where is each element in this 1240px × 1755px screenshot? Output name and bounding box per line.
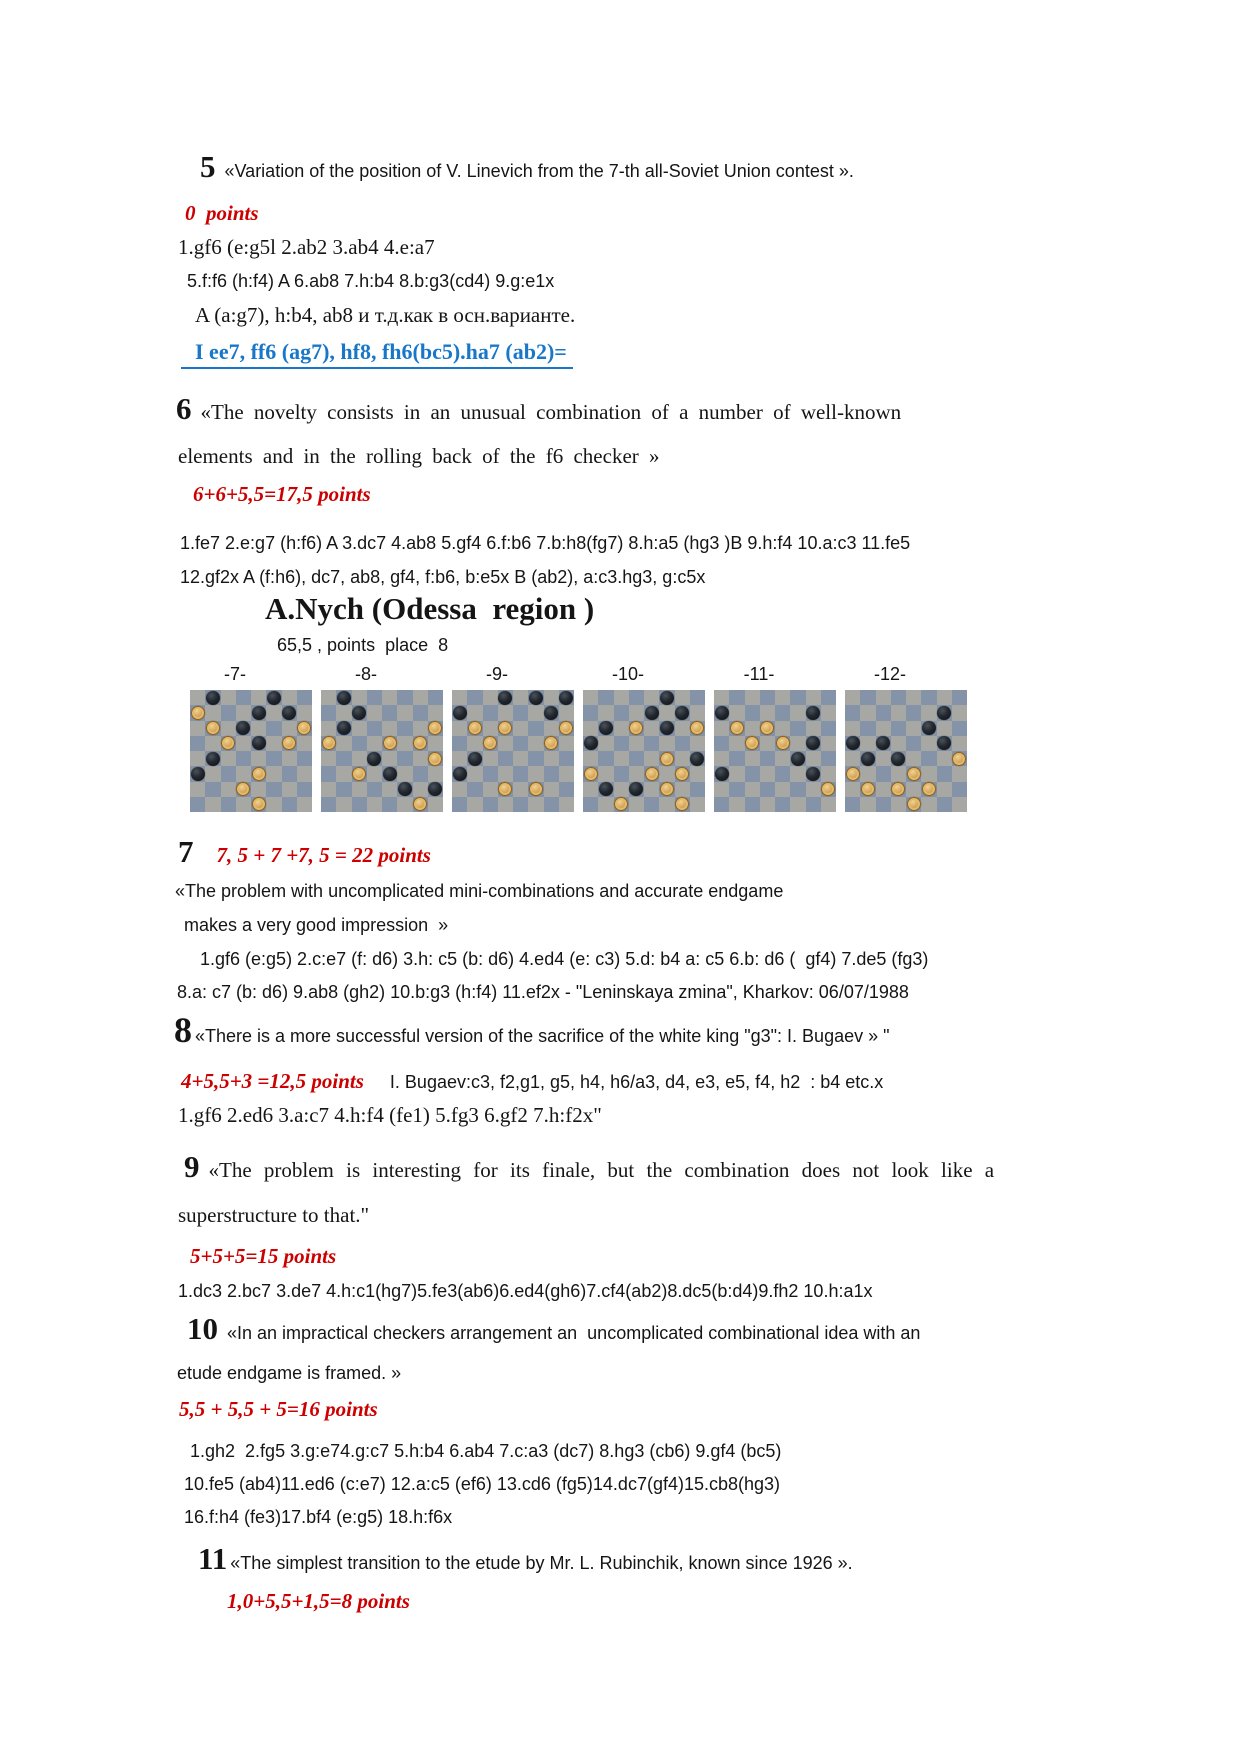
item7-moves-2: 8.a: c7 (b: d6) 9.ab8 (gh2) 10.b:g3 (h:f4) 11.ef2x - "Leninskaya zmina", Kharkov: 06/07/1988 <box>177 982 909 1002</box>
black-checker <box>806 767 820 781</box>
checkers-board-7 <box>190 690 312 812</box>
white-checker <box>252 767 266 781</box>
item8-number: 8 <box>174 1010 192 1050</box>
black-checker <box>715 706 729 720</box>
black-checker <box>252 736 266 750</box>
item9-comment-2: superstructure to that." <box>178 1203 370 1227</box>
black-checker <box>660 691 674 705</box>
black-checker <box>206 752 220 766</box>
white-checker <box>907 797 921 811</box>
item10-number: 10 <box>187 1311 218 1346</box>
item6-comment-2: elements and in the rolling back of the f6 checker » <box>178 444 660 468</box>
black-checker <box>352 706 366 720</box>
black-checker <box>337 721 351 735</box>
item5-moves-1: 1.gf6 (e:g5l 2.ab2 3.ab4 4.e:a7 <box>178 235 435 259</box>
checkers-board-9 <box>452 690 574 812</box>
diagram-label-10: -10- <box>611 664 644 684</box>
item9-moves: 1.dc3 2.bc7 3.de7 4.h:c1(hg7)5.fe3(ab6)6.ed4(gh6)7.cf4(ab2)8.dc5(b:d4)9.fh2 10.h:a1x <box>178 1281 873 1301</box>
white-checker <box>922 782 936 796</box>
item5-heading <box>200 148 854 187</box>
item8-moves: 1.gf6 2.ed6 3.a:c7 4.h:f4 (fe1) 5.fg3 6.gf2 7.h:f2x" <box>178 1103 602 1127</box>
black-checker <box>599 721 613 735</box>
black-checker <box>922 721 936 735</box>
white-checker <box>776 736 790 750</box>
item6-heading <box>176 390 901 429</box>
diagram-label-11: -11- <box>743 664 775 684</box>
white-checker <box>252 797 266 811</box>
black-checker <box>383 767 397 781</box>
black-checker <box>599 782 613 796</box>
item10-moves-2: 10.fe5 (ab4)11.ed6 (c:e7) 12.a:c5 (ef6) 13.cd6 (fg5)14.dc7(gf4)15.cb8(hg3) <box>184 1474 781 1494</box>
checkers-board-11 <box>714 690 836 812</box>
black-checker <box>267 691 281 705</box>
item11-comment: «The simplest transition to the etude by Mr. L. Rubinchik, known since 1926 ». <box>230 1553 853 1573</box>
item7-number: 7 <box>178 834 194 869</box>
diagram-label-9: -9- <box>486 664 508 684</box>
black-checker <box>453 706 467 720</box>
black-checker <box>367 752 381 766</box>
black-checker <box>846 736 860 750</box>
black-checker <box>675 706 689 720</box>
white-checker <box>907 767 921 781</box>
black-checker <box>559 691 573 705</box>
item9-comment-1: «The problem is interesting for its finale, but the combination does not look like a <box>208 1158 995 1182</box>
white-checker <box>645 767 659 781</box>
diagram-7 <box>190 664 312 812</box>
item9-heading <box>184 1148 994 1187</box>
diagram-12 <box>845 664 967 812</box>
item6-points: 6+6+5,5=17,5 points <box>193 482 371 506</box>
black-checker <box>937 706 951 720</box>
diagram-label-12: -12- <box>873 664 906 684</box>
item10-moves-3: 16.f:h4 (fe3)17.bf4 (e:g5) 18.h:f6x <box>184 1507 453 1527</box>
white-checker <box>660 752 674 766</box>
item6-moves-2: 12.gf2x A (f:h6), dc7, ab8, gf4, f:b6, b:e5x B (ab2), a:c3.hg3, g:c5x <box>180 567 706 587</box>
item5-russian-note: A (a:g7), h:b4, ab8 и т.д.как в осн.варианте. <box>195 303 576 327</box>
black-checker <box>191 767 205 781</box>
black-checker <box>337 691 351 705</box>
black-checker <box>206 691 220 705</box>
white-checker <box>861 782 875 796</box>
black-checker <box>690 752 704 766</box>
item10-heading <box>187 1310 920 1349</box>
item8-heading <box>174 1008 890 1053</box>
item7-comment-1: «The problem with uncomplicated mini-combinations and accurate endgame <box>175 881 784 901</box>
white-checker <box>675 767 689 781</box>
black-checker <box>791 752 805 766</box>
black-checker <box>645 706 659 720</box>
white-checker <box>468 721 482 735</box>
diagram-label-7: -7- <box>224 664 246 684</box>
item8-points-line <box>181 1068 883 1094</box>
item8-bugaev-line: I. Bugaev:c3, f2,g1, g5, h4, h6/a3, d4, e3, e5, f4, h2 : b4 etc.x <box>389 1072 884 1092</box>
item10-comment-1: «In an impractical checkers arrangement an uncomplicated combinational idea with an <box>227 1323 921 1343</box>
white-checker <box>660 782 674 796</box>
black-checker <box>498 691 512 705</box>
checkers-board-10 <box>583 690 705 812</box>
author-score: 65,5 , points place 8 <box>277 635 449 655</box>
black-checker <box>544 706 558 720</box>
white-checker <box>529 782 543 796</box>
diagrams-row <box>190 664 967 812</box>
white-checker <box>428 752 442 766</box>
item10-moves-1: 1.gh2 2.fg5 3.g:e74.g:c7 5.h:b4 6.ab4 7.c:a3 (dc7) 8.hg3 (cb6) 9.gf4 (bc5) <box>190 1441 782 1461</box>
item11-heading <box>198 1540 853 1579</box>
white-checker <box>383 736 397 750</box>
black-checker <box>282 706 296 720</box>
item6-moves-1: 1.fe7 2.e:g7 (h:f6) A 3.dc7 4.ab8 5.gf4 6.f:b6 7.b:h8(fg7) 8.h:a5 (hg3 )B 9.h:f4 10.a:c3 11.fe5 <box>180 533 911 553</box>
black-checker <box>453 767 467 781</box>
item7-points: 7, 5 + 7 +7, 5 = 22 points <box>216 843 431 867</box>
item10-comment-2: etude endgame is framed. » <box>177 1363 402 1383</box>
item7-moves-1: 1.gf6 (e:g5) 2.c:e7 (f: d6) 3.h: c5 (b: d6) 4.ed4 (e: c3) 5.d: b4 a: c5 6.b: d6 ( gf4) 7.de5 (fg3) <box>200 949 929 969</box>
diagram-label-8: -8- <box>355 664 377 684</box>
white-checker <box>352 767 366 781</box>
checkers-board-8 <box>321 690 443 812</box>
white-checker <box>952 752 966 766</box>
item5-comment: «Variation of the position of V. Linevich from the 7-th all-Soviet Union contest ». <box>224 161 854 181</box>
item7-heading <box>178 833 431 872</box>
diagram-11 <box>714 664 836 812</box>
black-checker <box>861 752 875 766</box>
black-checker <box>468 752 482 766</box>
item9-points: 5+5+5=15 points <box>190 1244 337 1268</box>
item6-number: 6 <box>176 391 192 426</box>
black-checker <box>660 721 674 735</box>
white-checker <box>584 767 598 781</box>
item8-points: 4+5,5+3 =12,5 points <box>181 1069 364 1093</box>
black-checker <box>806 706 820 720</box>
white-checker <box>322 736 336 750</box>
item5-moves-2: 5.f:f6 (h:f4) A 6.ab8 7.h:b4 8.b:g3(cd4) 9.g:e1x <box>187 271 555 291</box>
diagram-8 <box>321 664 443 812</box>
item8-comment: «There is a more successful version of the sacrifice of the white king "g3": I. Bugaev » " <box>195 1026 890 1046</box>
white-checker <box>730 721 744 735</box>
diagram-10 <box>583 664 705 812</box>
white-checker <box>191 706 205 720</box>
black-checker <box>584 736 598 750</box>
item11-number: 11 <box>198 1541 228 1576</box>
author-name: A.Nych (Odessa region ) <box>265 591 595 626</box>
item10-points: 5,5 + 5,5 + 5=16 points <box>179 1397 378 1421</box>
checkers-board-12 <box>845 690 967 812</box>
black-checker <box>252 706 266 720</box>
white-checker <box>206 721 220 735</box>
black-checker <box>715 767 729 781</box>
white-checker <box>846 767 860 781</box>
item11-points: 1,0+5,5+1,5=8 points <box>227 1589 410 1613</box>
item5-variation-line <box>181 338 573 369</box>
item5-number: 5 <box>200 149 216 184</box>
black-checker <box>529 691 543 705</box>
diagram-9 <box>452 664 574 812</box>
black-checker <box>891 752 905 766</box>
variation-link[interactable]: I ee7, ff6 (ag7), hf8, fh6(bc5).ha7 (ab2)= <box>181 338 573 369</box>
item6-comment-1: «The novelty consists in an unusual combination of a number of well-known <box>200 400 902 424</box>
black-checker <box>398 782 412 796</box>
item9-number: 9 <box>184 1149 200 1184</box>
item7-comment-2: makes a very good impression » <box>184 915 449 935</box>
item5-points: 0 points <box>185 201 259 225</box>
